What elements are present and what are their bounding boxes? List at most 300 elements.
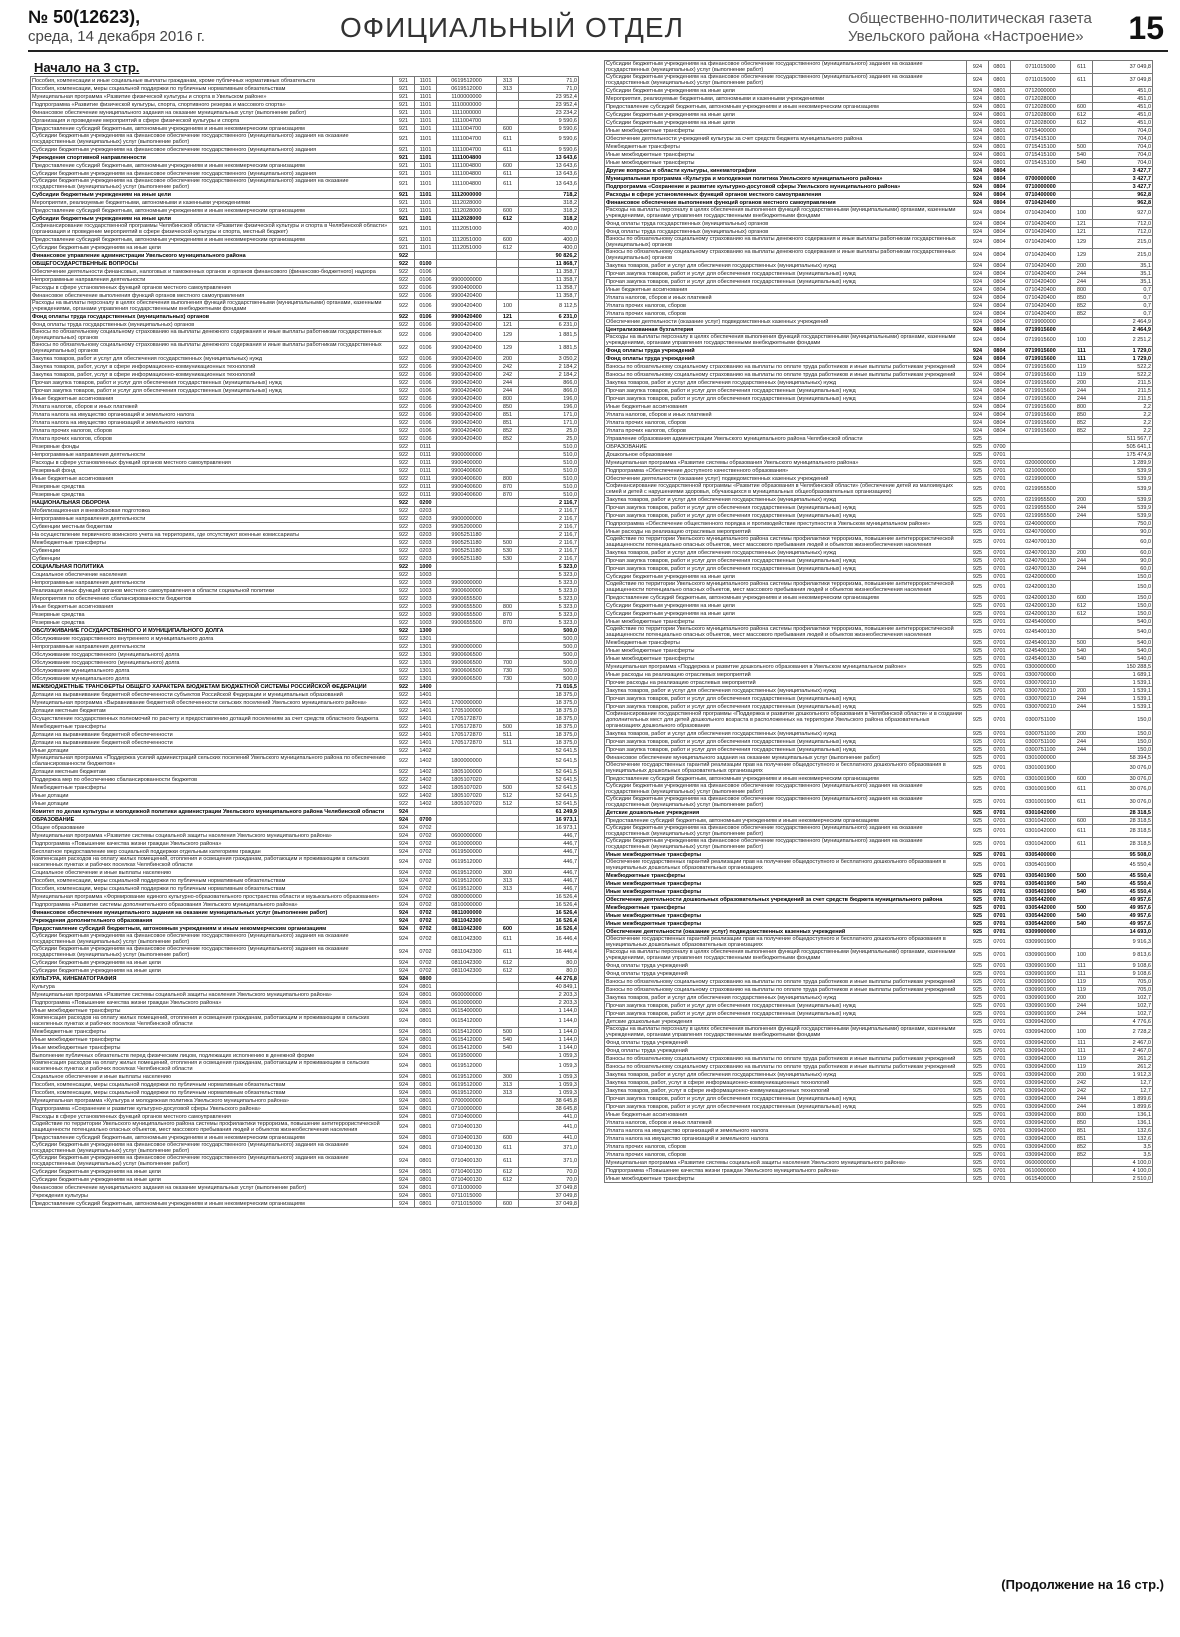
- row-name: Непрограммные направления деятельности: [31, 451, 393, 459]
- row-target-code: 0610000000: [437, 999, 497, 1007]
- row-grbs: 925: [967, 618, 989, 626]
- row-amount: 102,7: [1093, 994, 1153, 1002]
- row-target-code: [437, 627, 497, 635]
- row-name: КУЛЬТУРА, КИНЕМАТОГРАФИЯ: [31, 975, 393, 983]
- table-row: [31, 170, 579, 178]
- row-grbs: 925: [967, 880, 989, 888]
- row-section: 0801: [415, 1176, 437, 1184]
- row-target-code: 0309901900: [1011, 1010, 1071, 1018]
- row-expense-type: [497, 507, 519, 515]
- row-name: Обеспечение деятельности (оказание услуг) подведомственных казенных учреждений: [605, 475, 967, 483]
- row-expense-type: 852: [1071, 310, 1093, 318]
- row-grbs: 922: [393, 659, 415, 667]
- row-expense-type: [1071, 896, 1093, 904]
- row-expense-type: [1071, 581, 1093, 594]
- table-row: [605, 679, 1153, 687]
- row-grbs: 922: [393, 467, 415, 475]
- table-row: [605, 796, 1153, 809]
- row-grbs: 922: [393, 427, 415, 435]
- table-row: [31, 154, 579, 162]
- row-section: 0801: [415, 1060, 437, 1073]
- row-grbs: 925: [967, 581, 989, 594]
- table-row: [31, 571, 579, 579]
- table-row: [605, 403, 1153, 411]
- row-amount: 38 645,8: [519, 1105, 579, 1113]
- row-section: 0100: [415, 260, 437, 268]
- row-target-code: 0305442000: [1011, 896, 1071, 904]
- issue-date: среда, 14 декабря 2016 г.: [28, 28, 205, 45]
- row-grbs: 924: [393, 1036, 415, 1044]
- row-section: 0701: [989, 1151, 1011, 1159]
- row-name: Прочая закупка товаров, работ и услуг для обеспечения государственных (муниципальных) нужд: [605, 703, 967, 711]
- row-expense-type: 244: [1071, 504, 1093, 512]
- table-row: [31, 85, 579, 93]
- row-name: Содействие по территории Увельского муниципального района системы профилактики терроризма, повышение антитеррористической защищенности потенциально опасных объектов, мест массового пребывания людей и объектов жизнеобеспечения населения: [605, 626, 967, 639]
- row-target-code: 1705172870: [437, 731, 497, 739]
- row-expense-type: 244: [497, 379, 519, 387]
- row-section: 1101: [415, 77, 437, 85]
- row-section: 0801: [415, 1184, 437, 1192]
- row-target-code: [437, 268, 497, 276]
- row-target-code: 0615412000: [437, 1036, 497, 1044]
- row-target-code: 0309942000: [1011, 1026, 1071, 1039]
- row-section: 0801: [415, 1105, 437, 1113]
- row-name: Фонд оплаты труда учреждений: [605, 347, 967, 355]
- row-section: 1003: [415, 571, 437, 579]
- row-target-code: [437, 975, 497, 983]
- table-row: [605, 872, 1153, 880]
- row-expense-type: 200: [497, 355, 519, 363]
- row-grbs: 924: [967, 228, 989, 236]
- row-name: Субсидии бюджетным учреждениям на иные цели: [605, 87, 967, 95]
- row-name: Подпрограмма «Обеспечение доступного качественного образования»: [605, 467, 967, 475]
- row-amount: 1 539,1: [1093, 679, 1153, 687]
- row-grbs: 924: [967, 302, 989, 310]
- row-amount: 52 641,5: [519, 800, 579, 808]
- row-target-code: 1111004800: [437, 178, 497, 191]
- row-target-code: 9900655500: [437, 619, 497, 627]
- row-name: Межбюджетные трансферты: [31, 784, 393, 792]
- row-amount: 2 203,3: [519, 991, 579, 999]
- row-name: Дотации на выравнивание бюджетной обеспеченности: [31, 739, 393, 747]
- row-grbs: 922: [393, 603, 415, 611]
- row-grbs: 924: [393, 959, 415, 967]
- table-row: [31, 659, 579, 667]
- row-name: Субвенции: [31, 547, 393, 555]
- row-target-code: 0715415100: [1011, 159, 1071, 167]
- row-amount: 3 050,2: [519, 355, 579, 363]
- table-row: [31, 784, 579, 792]
- row-amount: 25,0: [519, 427, 579, 435]
- row-name: Мобилизационная и вневойсковая подготовка: [31, 507, 393, 515]
- table-row: [605, 1095, 1153, 1103]
- newspaper-name-line2: Увельского района «Настроение»: [848, 28, 1084, 45]
- row-name: Прочая закупка товаров, работ и услуг для обеспечения государственных (муниципальных) нужд: [605, 1010, 967, 1018]
- row-section: 0203: [415, 555, 437, 563]
- row-grbs: 924: [967, 387, 989, 395]
- row-amount: 60,0: [1093, 536, 1153, 549]
- row-target-code: 9905251180: [437, 547, 497, 555]
- row-section: 0106: [415, 284, 437, 292]
- row-expense-type: 611: [1071, 796, 1093, 809]
- row-target-code: 0240700130: [1011, 536, 1071, 549]
- table-row: [605, 986, 1153, 994]
- row-section: 0701: [989, 754, 1011, 762]
- table-row: [31, 635, 579, 643]
- row-name: Культура: [31, 983, 393, 991]
- row-target-code: 0309942000: [1011, 1135, 1071, 1143]
- row-amount: 2 467,0: [1093, 1039, 1153, 1047]
- row-section: 0701: [989, 679, 1011, 687]
- table-row: [605, 127, 1153, 135]
- row-target-code: 0710420400: [1011, 199, 1071, 207]
- row-name: Финансовое обеспечение муниципального задания на оказание муниципальных услуг (выполнение работ): [31, 1184, 393, 1192]
- row-amount: 28 318,5: [1093, 817, 1153, 825]
- row-name: Иные межбюджетные трансферты: [605, 851, 967, 859]
- row-grbs: 925: [967, 573, 989, 581]
- row-section: 0701: [989, 1063, 1011, 1071]
- row-grbs: 924: [393, 1060, 415, 1073]
- row-target-code: [437, 808, 497, 816]
- row-amount: 9 813,6: [1093, 949, 1153, 962]
- row-section: 0801: [415, 1073, 437, 1081]
- row-amount: 511 567,7: [1093, 435, 1153, 443]
- row-grbs: 922: [393, 707, 415, 715]
- table-row: [31, 1192, 579, 1200]
- row-section: 0701: [989, 610, 1011, 618]
- row-target-code: 9900420400: [437, 403, 497, 411]
- table-row: [31, 723, 579, 731]
- row-grbs: 924: [393, 991, 415, 999]
- row-target-code: 0710420400: [1011, 270, 1071, 278]
- table-row: [31, 125, 579, 133]
- row-name: Прочая закупка товаров, работ и услуг для обеспечения государственных (муниципальных) нужд: [605, 746, 967, 754]
- row-grbs: 924: [967, 175, 989, 183]
- table-row: [605, 1175, 1153, 1183]
- row-target-code: 0811042300: [437, 933, 497, 946]
- row-name: Иные дотации: [31, 800, 393, 808]
- row-name: Уплата прочих налогов, сборов: [605, 1151, 967, 1159]
- row-grbs: 925: [967, 978, 989, 986]
- row-expense-type: 244: [1071, 695, 1093, 703]
- row-name: Комитет по делам культуры и молодежной политики администрации Увельского муниципального района Челябинской области: [31, 808, 393, 816]
- row-expense-type: [497, 252, 519, 260]
- row-expense-type: 600: [497, 236, 519, 244]
- row-amount: 1 144,0: [519, 1007, 579, 1015]
- row-target-code: 1112051000: [437, 223, 497, 236]
- row-amount: 49 957,6: [1093, 904, 1153, 912]
- row-name: Уплата прочих налогов, сборов: [31, 427, 393, 435]
- row-expense-type: [1071, 809, 1093, 817]
- row-section: 0804: [989, 318, 1011, 326]
- table-row: [605, 175, 1153, 183]
- row-amount: 510,0: [519, 443, 579, 451]
- row-name: Закупка товаров, работ и услуг для обеспечения государственных (муниципальных) нужд: [605, 549, 967, 557]
- row-expense-type: 800: [1071, 1111, 1093, 1119]
- row-expense-type: 100: [1071, 1026, 1093, 1039]
- row-section: 1101: [415, 93, 437, 101]
- row-amount: 510,0: [519, 459, 579, 467]
- row-name: Иные межбюджетные трансферты: [31, 1044, 393, 1052]
- row-expense-type: 111: [1071, 347, 1093, 355]
- table-row: [605, 994, 1153, 1002]
- row-section: 0701: [989, 1010, 1011, 1018]
- row-name: Расходы на выплаты персоналу в целях обеспечения выполнения функций государственными (муниципальными) органами, казенными учреждениями, органами управления государственными внебюджетными фондами: [605, 207, 967, 220]
- table-row: [31, 467, 579, 475]
- row-expense-type: 700: [497, 659, 519, 667]
- row-name: Субсидии бюджетным учреждениям на финансовое обеспечение государственного (муниципального) задания на оказание государственных (муниципальных) услуг (выполнение работ): [605, 61, 967, 74]
- row-section: 0701: [989, 936, 1011, 949]
- row-target-code: 9900400000: [437, 284, 497, 292]
- row-target-code: 9900420400: [437, 379, 497, 387]
- table-row: [605, 610, 1153, 618]
- row-amount: 2 184,2: [519, 371, 579, 379]
- row-expense-type: [497, 909, 519, 917]
- table-row: [31, 547, 579, 555]
- row-amount: 2 728,2: [1093, 1026, 1153, 1039]
- row-target-code: 0615400000: [437, 1007, 497, 1015]
- table-row: [31, 715, 579, 723]
- row-amount: 500,0: [519, 651, 579, 659]
- row-grbs: 922: [393, 792, 415, 800]
- row-section: 0701: [989, 528, 1011, 536]
- table-row: [31, 869, 579, 877]
- row-amount: 13 643,6: [519, 154, 579, 162]
- row-name: Расходы в сфере установленных функций органов местного самоуправления: [31, 284, 393, 292]
- row-grbs: 925: [967, 1175, 989, 1183]
- row-grbs: 924: [967, 236, 989, 249]
- row-section: 0111: [415, 491, 437, 499]
- row-name: Уплата налогов, сборов и иных платежей: [605, 294, 967, 302]
- row-expense-type: 540: [1071, 159, 1093, 167]
- row-target-code: 1110000000: [437, 101, 497, 109]
- row-grbs: 925: [967, 936, 989, 949]
- row-expense-type: 500: [497, 539, 519, 547]
- row-section: 0106: [415, 329, 437, 342]
- row-grbs: 924: [967, 61, 989, 74]
- table-row: [605, 379, 1153, 387]
- row-amount: 510,0: [519, 467, 579, 475]
- row-target-code: 0619512000: [437, 869, 497, 877]
- table-row: [605, 159, 1153, 167]
- row-amount: 510,0: [519, 475, 579, 483]
- row-name: Прочая закупка товаров, работ и услуг для обеспечения государственных (муниципальных) нужд: [605, 695, 967, 703]
- table-row: [31, 539, 579, 547]
- table-row: [605, 459, 1153, 467]
- row-grbs: 925: [967, 838, 989, 851]
- row-section: 0702: [415, 893, 437, 901]
- table-row: [31, 999, 579, 1007]
- row-expense-type: [497, 1060, 519, 1073]
- row-name: Прочая закупка товаров, работ и услуг для обеспечения государственных (муниципальных) нужд: [605, 512, 967, 520]
- row-amount: 451,0: [1093, 111, 1153, 119]
- row-expense-type: 119: [1071, 1063, 1093, 1071]
- row-name: Резервный фонд: [31, 467, 393, 475]
- table-row: [605, 1159, 1153, 1167]
- row-target-code: 1111004800: [437, 154, 497, 162]
- table-row: [31, 531, 579, 539]
- row-target-code: 0710420400: [1011, 262, 1071, 270]
- row-target-code: 0712028000: [1011, 111, 1071, 119]
- row-name: Общее образование: [31, 824, 393, 832]
- row-name: Иные межбюджетные трансферты: [31, 1036, 393, 1044]
- row-amount: 0,7: [1093, 286, 1153, 294]
- row-expense-type: [497, 276, 519, 284]
- row-expense-type: [497, 983, 519, 991]
- row-expense-type: 600: [497, 1200, 519, 1208]
- row-target-code: 0309942000: [1011, 1055, 1071, 1063]
- row-section: 1101: [415, 199, 437, 207]
- row-target-code: 0300700000: [1011, 671, 1071, 679]
- table-row: [31, 959, 579, 967]
- row-expense-type: 100: [497, 300, 519, 313]
- table-row: [31, 824, 579, 832]
- row-grbs: 924: [393, 1142, 415, 1155]
- row-target-code: 1805100000: [437, 768, 497, 776]
- row-expense-type: 540: [1071, 151, 1093, 159]
- row-grbs: 925: [967, 762, 989, 775]
- row-expense-type: 313: [497, 1089, 519, 1097]
- row-target-code: 1111004700: [437, 125, 497, 133]
- row-expense-type: 800: [1071, 403, 1093, 411]
- row-amount: 13 643,6: [519, 178, 579, 191]
- row-target-code: 0200000000: [1011, 459, 1071, 467]
- row-grbs: 922: [393, 371, 415, 379]
- row-expense-type: [497, 191, 519, 199]
- table-row: [605, 183, 1153, 191]
- row-section: 0702: [415, 885, 437, 893]
- row-amount: 446,7: [519, 885, 579, 893]
- row-expense-type: [497, 260, 519, 268]
- row-grbs: 925: [967, 1159, 989, 1167]
- row-name: Субсидии бюджетным учреждениям на иные цели: [605, 111, 967, 119]
- row-amount: 11 358,7: [519, 284, 579, 292]
- row-expense-type: [1071, 573, 1093, 581]
- row-name: Субсидии бюджетным учреждениям на финансовое обеспечение государственного (муниципального) задания на оказание государственных (муниципальных) услуг (выполнение работ): [31, 1142, 393, 1155]
- table-row: [31, 747, 579, 755]
- row-amount: 5 323,0: [519, 619, 579, 627]
- row-amount: 16 526,4: [519, 893, 579, 901]
- row-amount: 12,7: [1093, 1087, 1153, 1095]
- row-target-code: 1805107020: [437, 800, 497, 808]
- table-row: [31, 611, 579, 619]
- row-section: 1401: [415, 715, 437, 723]
- row-target-code: 9905251180: [437, 539, 497, 547]
- row-amount: 1 729,0: [1093, 355, 1153, 363]
- row-expense-type: [1071, 1167, 1093, 1175]
- row-name: Финансовое обеспечение выполнения функций органов местного самоуправления: [605, 199, 967, 207]
- row-section: 0801: [415, 991, 437, 999]
- row-name: Непрограммные направления деятельности: [31, 276, 393, 284]
- row-amount: 11 868,7: [519, 260, 579, 268]
- row-section: 0801: [989, 87, 1011, 95]
- row-section: 0804: [989, 270, 1011, 278]
- row-section: 1301: [415, 667, 437, 675]
- row-name: Предоставление субсидий бюджетным, автономным учреждениям и иным некоммерческим организациям: [605, 103, 967, 111]
- row-expense-type: 612: [497, 1176, 519, 1184]
- row-target-code: 0309901900: [1011, 936, 1071, 949]
- row-name: Взносы по обязательному социальному страхованию на выплаты по оплате труда работников и иные выплаты работникам учреждений: [605, 363, 967, 371]
- row-target-code: [1011, 435, 1071, 443]
- row-section: 0701: [989, 986, 1011, 994]
- row-section: 0701: [989, 1175, 1011, 1183]
- row-amount: 44 276,8: [519, 975, 579, 983]
- row-amount: 2 510,0: [1093, 1175, 1153, 1183]
- row-expense-type: [1071, 711, 1093, 730]
- row-grbs: 922: [393, 260, 415, 268]
- row-amount: 451,0: [1093, 103, 1153, 111]
- row-grbs: 924: [967, 183, 989, 191]
- row-amount: 132,6: [1093, 1135, 1153, 1143]
- row-expense-type: [497, 523, 519, 531]
- row-target-code: 9905200000: [437, 523, 497, 531]
- row-name: Обслуживание государственного внутреннего и муниципального долга: [31, 635, 393, 643]
- table-row: [31, 499, 579, 507]
- row-grbs: 925: [967, 904, 989, 912]
- row-name: Подпрограмма «Повышение качества жизни граждан Увельского муниципального района»: [605, 1167, 967, 1175]
- row-name: Муниципальная программа «Поддержка и развитие дошкольного образования в Увельском муниципальном районе»: [605, 663, 967, 671]
- row-expense-type: 313: [497, 77, 519, 85]
- row-section: 0701: [989, 1002, 1011, 1010]
- row-name: Иные дотации: [31, 747, 393, 755]
- row-amount: 215,0: [1093, 249, 1153, 262]
- row-expense-type: [1071, 191, 1093, 199]
- row-grbs: 922: [393, 643, 415, 651]
- row-target-code: 0700000000: [437, 1097, 497, 1105]
- row-expense-type: 600: [1071, 775, 1093, 783]
- row-grbs: 922: [393, 768, 415, 776]
- row-expense-type: 244: [1071, 746, 1093, 754]
- row-grbs: 922: [393, 342, 415, 355]
- row-name: Муниципальная программа «Развитие системы образования Увельского муниципального района»: [605, 459, 967, 467]
- row-target-code: 0610000000: [1011, 1167, 1071, 1175]
- row-name: Межбюджетные трансферты: [605, 639, 967, 647]
- row-name: Учреждения дополнительного образования: [31, 917, 393, 925]
- row-name: Обеспечение деятельности финансовых, налоговых и таможенных органов и органов финансового (финансово-бюджетного) надзора: [31, 268, 393, 276]
- row-expense-type: 540: [1071, 655, 1093, 663]
- table-row: [31, 967, 579, 975]
- table-row: [605, 920, 1153, 928]
- table-row: [605, 395, 1153, 403]
- row-name: Поддержка мер по обеспечению сбалансированности бюджетов: [31, 776, 393, 784]
- row-name: Непрограммные направления деятельности: [31, 643, 393, 651]
- row-amount: 30 076,0: [1093, 796, 1153, 809]
- row-target-code: 9900000000: [437, 643, 497, 651]
- row-expense-type: [497, 93, 519, 101]
- row-target-code: 0301042000: [1011, 838, 1071, 851]
- row-section: 0701: [989, 1127, 1011, 1135]
- row-grbs: 924: [393, 975, 415, 983]
- row-amount: 441,0: [519, 1121, 579, 1134]
- table-row: [605, 762, 1153, 775]
- row-section: 0801: [415, 1200, 437, 1208]
- row-grbs: 924: [967, 294, 989, 302]
- row-amount: 718,2: [519, 191, 579, 199]
- row-section: 0702: [415, 959, 437, 967]
- row-grbs: 925: [967, 536, 989, 549]
- row-grbs: 924: [967, 334, 989, 347]
- row-section: 1101: [415, 109, 437, 117]
- row-name: Межбюджетные трансферты: [605, 872, 967, 880]
- row-amount: 6 231,0: [519, 313, 579, 321]
- row-section: 0804: [989, 286, 1011, 294]
- row-name: Софинансирование государственной программы «Развитие образования в Челябинской области» (обеспечение детей из малоимущих семей и детей с нарушениями здоровья, обучающихся в муниципальных общеобразовательных организациях): [605, 483, 967, 496]
- row-name: Субсидии бюджетным учреждениям на иные цели: [31, 967, 393, 975]
- row-section: 0701: [989, 451, 1011, 459]
- row-amount: 16 446,4: [519, 946, 579, 959]
- row-amount: 0,7: [1093, 310, 1153, 318]
- row-amount: 3 427,7: [1093, 167, 1153, 175]
